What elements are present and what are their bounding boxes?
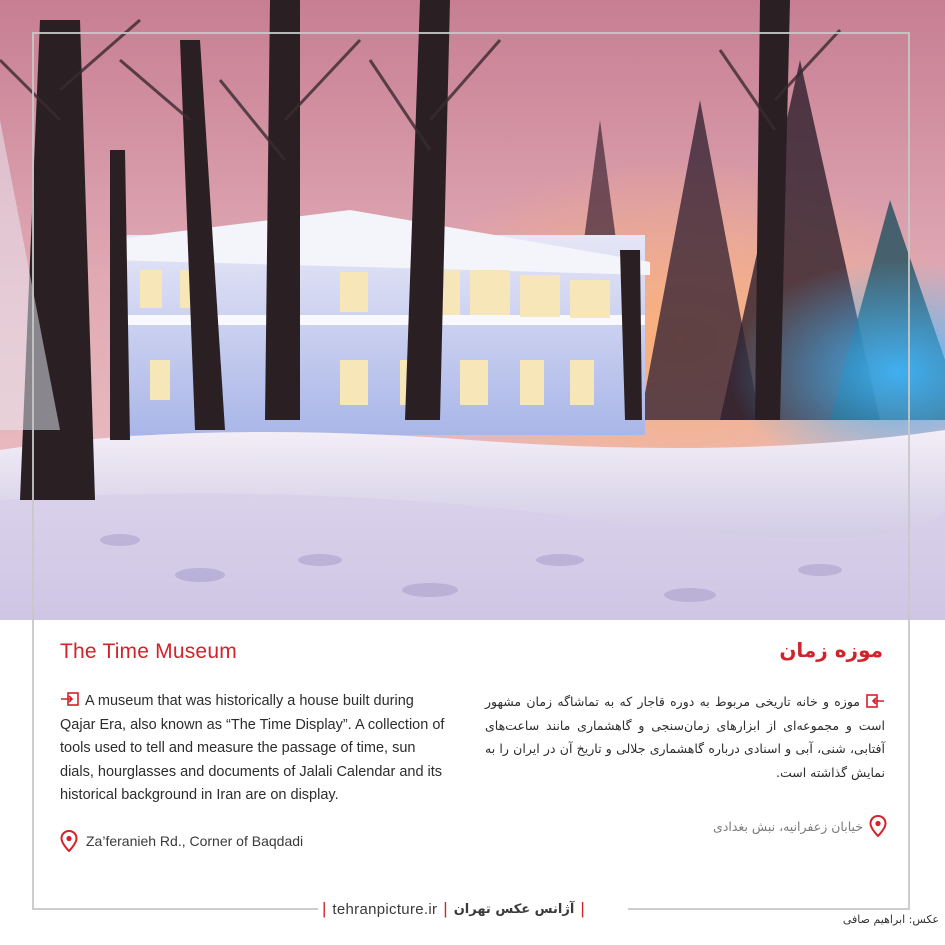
agency-name: آژانس عکس تهران xyxy=(453,901,575,917)
website-link[interactable]: tehranpicture.ir xyxy=(332,900,438,918)
title-english: The Time Museum xyxy=(60,640,237,663)
description-persian xyxy=(485,690,885,784)
address-english xyxy=(60,830,303,852)
address-persian xyxy=(713,815,887,837)
footer xyxy=(322,897,585,921)
enter-arrow-icon xyxy=(60,692,80,706)
divider: | xyxy=(322,899,327,918)
divider: | xyxy=(580,899,585,918)
enter-arrow-icon xyxy=(865,694,885,708)
divider: | xyxy=(443,899,448,918)
location-pin-icon xyxy=(60,830,78,852)
title-persian: موزه زمان xyxy=(779,638,883,662)
photo-credit: عکس: ابراهیم صافی xyxy=(842,913,939,926)
description-english-text: A museum that was historically a house built during Qajar Era, also known as “The Time Display”. A collection of tools used to tell and measure the passage of time, sun dials, hourglasses and documents of Jalali Calendar and its historical background in Iran are on display. xyxy=(60,693,445,803)
location-pin-icon xyxy=(869,815,887,837)
description-english xyxy=(60,690,450,808)
address-english-text: Za’feranieh Rd., Corner of Baqdadi xyxy=(86,833,304,849)
description-persian-text: موزه و خانه تاریخی مربوط به دوره قاجار که به تماشاگه زمان مشهور است و مجموعه‌ای از ابزارهای زمان‌سنجی و گاهشماری مانند ساعت‌های آفتابی، شنی، آبی و اسنادی درباره گاهشماری جلالی و تاریخ آن در ایران را به نمایش گذاشته است. xyxy=(485,694,885,780)
address-persian-text: خیابان زعفرانیه، نبش بغدادی xyxy=(713,818,863,834)
